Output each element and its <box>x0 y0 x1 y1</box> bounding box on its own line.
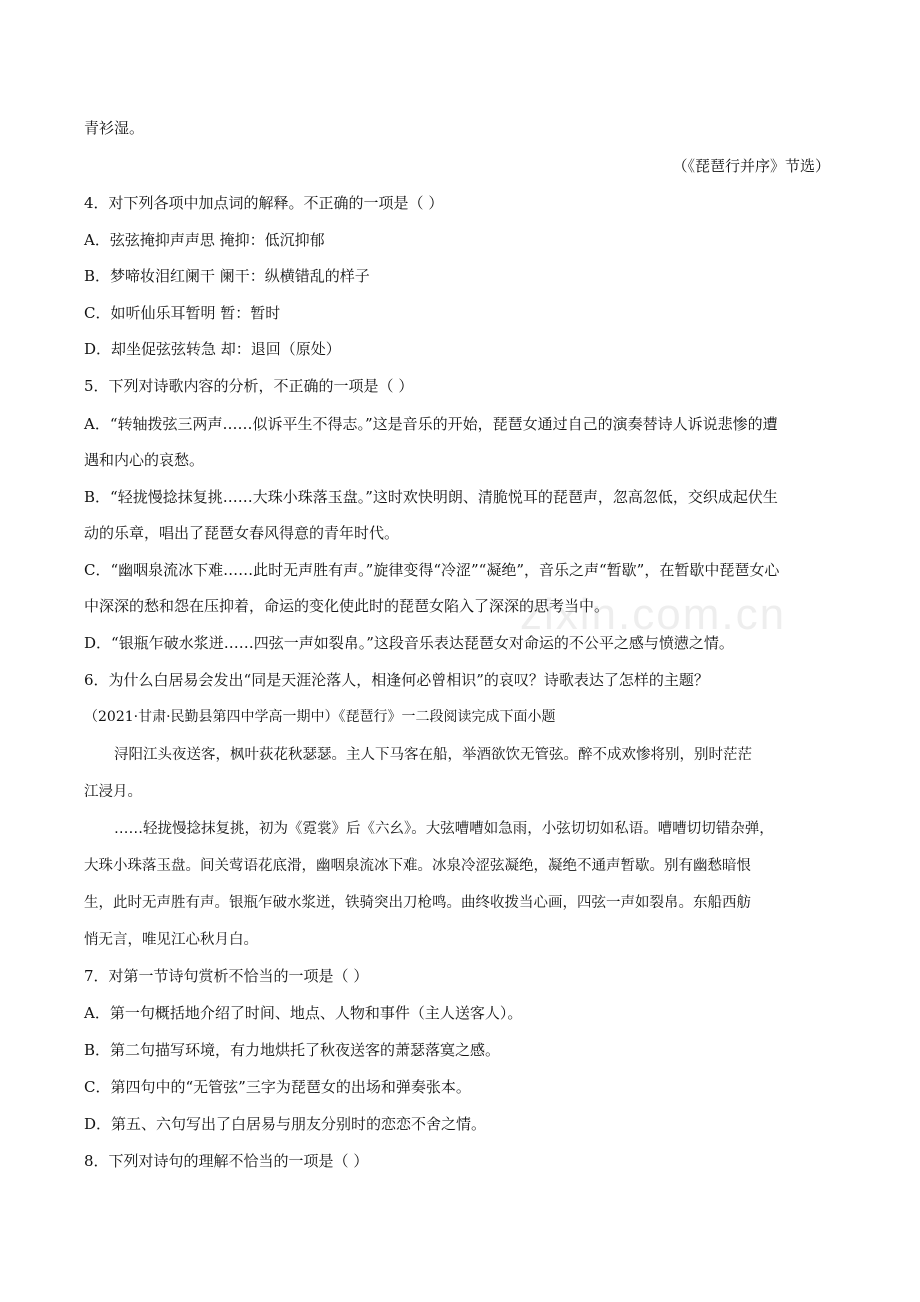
poem-paragraph-1-line2: 江浸月。 <box>84 784 142 800</box>
question-4-stem: 4．对下列各项中加点词的解释。不正确的一项是（ ） <box>84 194 444 212</box>
question-7-stem: 7．对第一节诗句赏析不恰当的一项是（ ） <box>84 967 369 985</box>
question-5-option-d: D．“银瓶乍破水浆迸……四弦一声如裂帛。”这段音乐表达琵琶女对命运的不公平之感与愤懑之情。 <box>84 634 734 652</box>
source-citation: （《琵琶行并序》节选） <box>672 157 830 175</box>
question-5-option-b-line2: 动的乐章，唱出了琵琶女春风得意的青年时代。 <box>84 524 400 542</box>
question-5-stem: 5．下列对诗歌内容的分析，不正确的一项是（ ） <box>84 377 414 395</box>
poem-paragraph-2-line1: ……轻拢慢捻抹复挑，初为《霓裳》后《六幺》。大弦嘈嘈如急雨，小弦切切如私语。嘈嘈切切错杂弹， <box>114 821 774 837</box>
question-8-stem: 8．下列对诗句的理解不恰当的一项是（ ） <box>84 1152 369 1170</box>
poem-paragraph-2-line4: 悄无言，唯见江心秋月白。 <box>84 932 258 948</box>
question-5-option-b-line1: B．“轻拢慢捻抹复挑……大珠小珠落玉盘。”这时欢快明朗、清脆悦耳的琵琶声，忽高忽低，交织成起伏生 <box>84 488 778 506</box>
poem-ending-line: 青衫湿。 <box>84 119 145 137</box>
question-4-option-a: A．弦弦掩抑声声思 掩抑：低沉抑郁 <box>84 231 325 249</box>
question-7-option-b: B．第二句描写环境，有力地烘托了秋夜送客的萧瑟落寞之感。 <box>84 1041 501 1059</box>
question-5-option-a-line1: A．“转轴拨弦三两声……似诉平生不得志。”这是音乐的开始，琵琶女通过自己的演奏替诗人诉说悲惨的遭 <box>84 415 778 433</box>
watermark: zixin.com.cn <box>520 590 787 639</box>
question-6-stem: 6．为什么白居易会发出“同是天涯沦落人，相逢何必曾相识”的哀叹？诗歌表达了怎样的主题？ <box>84 671 709 689</box>
reading-section-heading: （2021·甘肃·民勤县第四中学高一期中）《琵琶行》一二段阅读完成下面小题 <box>84 709 556 725</box>
poem-paragraph-2-line3: 生，此时无声胜有声。银瓶乍破水浆迸，铁骑突出刀枪鸣。曲终收拨当心画，四弦一声如裂帛。东船西舫 <box>84 895 751 911</box>
question-7-option-c: C．第四句中的“无管弦”三字为琵琶女的出场和弹奏张本。 <box>84 1078 471 1096</box>
poem-paragraph-2-line2: 大珠小珠落玉盘。间关莺语花底滑，幽咽泉流冰下难。冰泉冷涩弦凝绝，凝绝不通声暂歇。别有幽愁暗恨 <box>84 858 751 874</box>
question-7-option-d: D．第五、六句写出了白居易与朋友分别时的恋恋不舍之情。 <box>84 1115 487 1133</box>
poem-paragraph-1-line1: 浔阳江头夜送客，枫叶荻花秋瑟瑟。主人下马客在船，举酒欲饮无管弦。醉不成欢惨将别，别时茫茫 <box>114 747 752 763</box>
question-4-option-c: C．如听仙乐耳暂明 暂：暂时 <box>84 304 281 322</box>
question-4-option-b: B．梦啼妆泪红阑干 阑干：纵横错乱的样子 <box>84 267 370 285</box>
question-7-option-a: A．第一句概括地介绍了时间、地点、人物和事件（主人送客人）。 <box>84 1004 523 1022</box>
question-5-option-c-line1: C．“幽咽泉流冰下难……此时无声胜有声。”旋律变得“冷涩”“凝绝”，音乐之声“暂歇”，在暂歇中琵琶女心 <box>84 561 780 579</box>
question-5-option-a-line2: 遇和内心的哀愁。 <box>84 451 205 469</box>
question-4-option-d: D．却坐促弦弦转急 却：退回（原处） <box>84 340 341 358</box>
question-5-option-c-line2: 中深深的愁和怨在压抑着，命运的变化使此时的琵琶女陷入了深深的思考当中。 <box>84 597 610 615</box>
